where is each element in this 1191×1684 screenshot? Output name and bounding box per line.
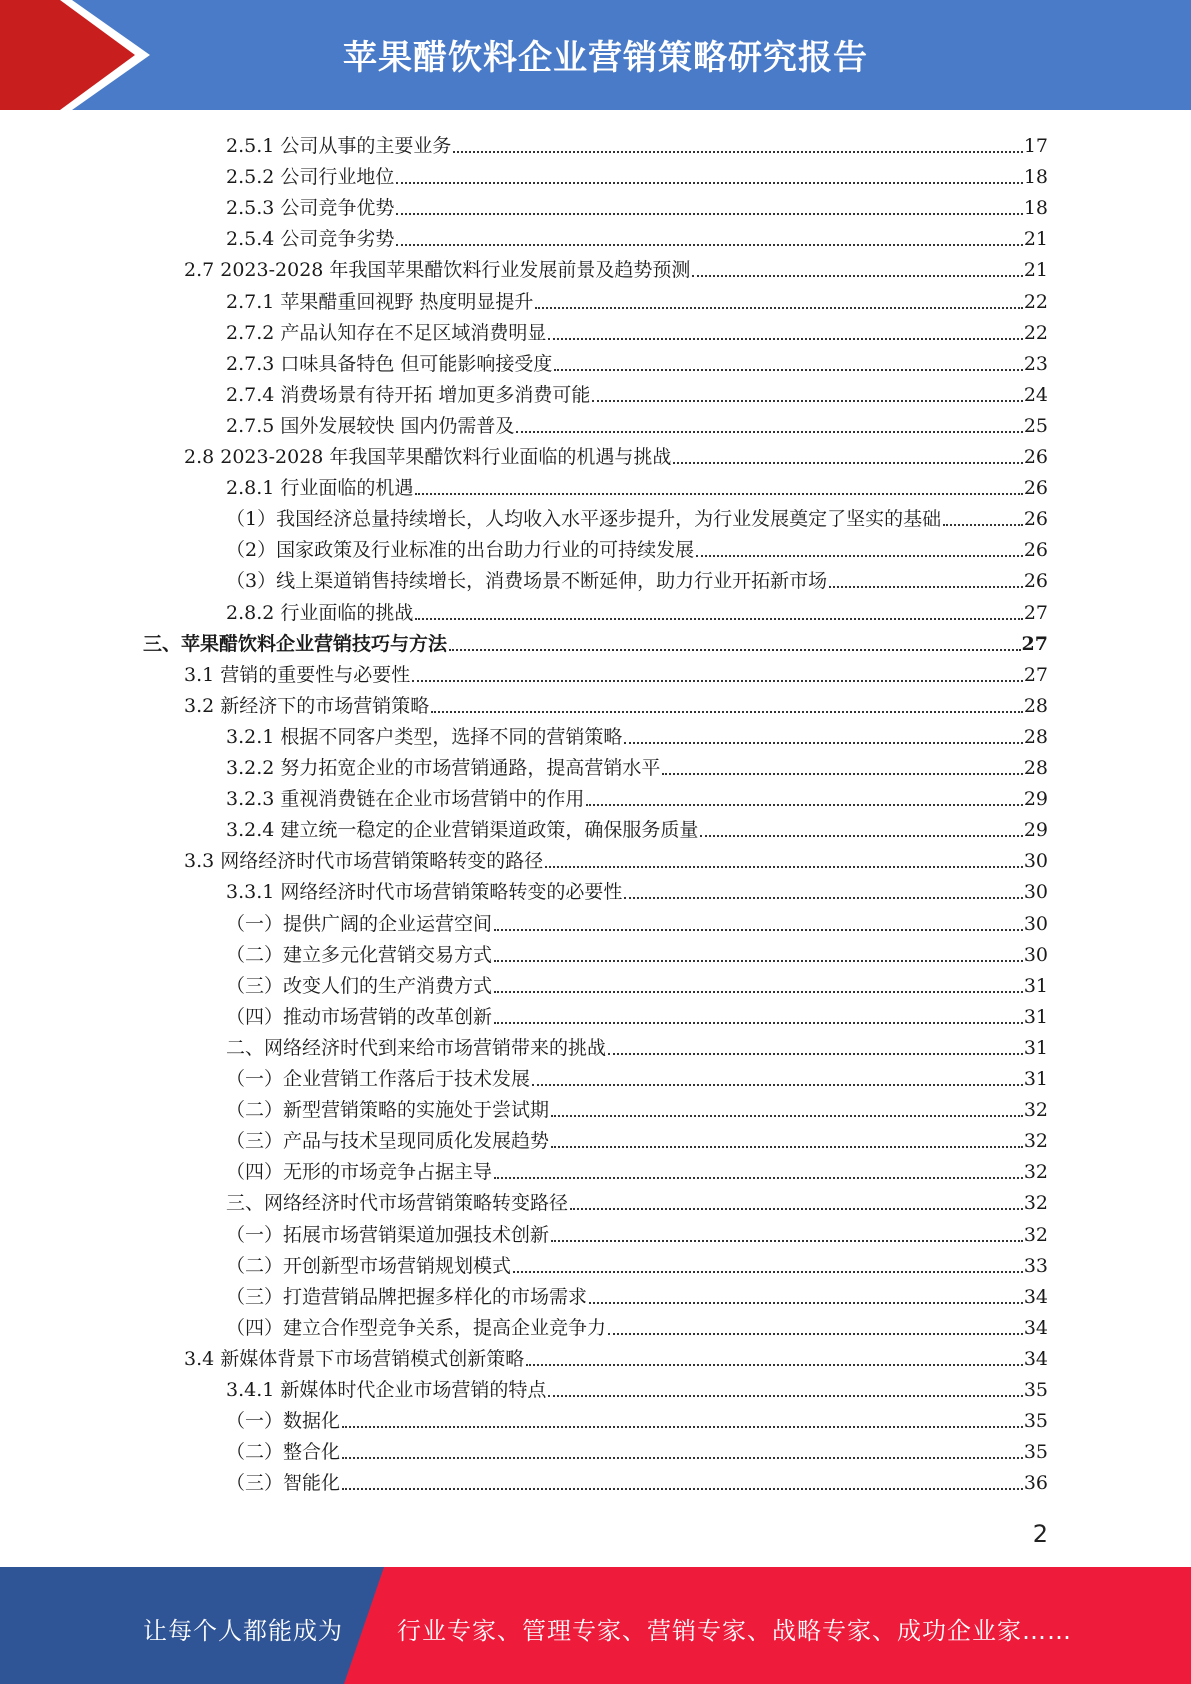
toc-entry-page: 21	[1023, 259, 1048, 281]
toc-entry-page: 32	[1023, 1161, 1048, 1183]
toc-entry-page: 34	[1023, 1317, 1048, 1339]
toc-entry-title: 2.7.4 消费场景有待开拓 增加更多消费可能	[226, 384, 591, 406]
toc-entry-page: 32	[1023, 1099, 1048, 1121]
toc-entry-title: （三）智能化	[226, 1472, 341, 1494]
toc-leader-dots	[829, 585, 1023, 588]
toc-entry-page: 31	[1023, 1037, 1048, 1059]
toc-entry-page: 30	[1023, 944, 1048, 966]
toc-entry-page: 17	[1023, 135, 1048, 157]
report-title: 苹果醋饮料企业营销策略研究报告	[343, 38, 868, 78]
toc-entry-title: 2.8 2023-2028 年我国苹果醋饮料行业面临的机遇与挑战	[184, 446, 672, 468]
toc-leader-dots	[535, 306, 1022, 309]
toc-entry-title: 3.2.3 重视消费链在企业市场营销中的作用	[226, 788, 585, 810]
toc-leader-dots	[943, 523, 1023, 526]
toc-leader-dots	[396, 212, 1022, 215]
toc-entry[interactable]	[226, 1029, 1048, 1060]
toc-entry-page: 28	[1023, 757, 1048, 779]
toc-entry-title: 3.4.1 新媒体时代企业市场营销的特点	[226, 1379, 547, 1401]
report-header	[0, 0, 1191, 110]
toc-entry[interactable]	[184, 251, 1048, 282]
toc-entry-page: 34	[1023, 1348, 1048, 1370]
toc-leader-dots	[494, 1176, 1023, 1179]
toc-entry[interactable]	[226, 998, 1048, 1029]
toc-leader-dots	[342, 1456, 1023, 1459]
toc-entry[interactable]	[184, 656, 1048, 687]
toc-entry-title: 2.7.2 产品认知存在不足区域消费明显	[226, 322, 547, 344]
toc-leader-dots	[624, 741, 1022, 744]
toc-entry[interactable]	[226, 1122, 1048, 1153]
toc-entry-title: 2.8.2 行业面临的挑战	[226, 602, 414, 624]
toc-leader-dots	[673, 461, 1022, 464]
toc-entry-page: 30	[1023, 913, 1048, 935]
toc-entry-title: 2.7.3 口味具备特色 但可能影响接受度	[226, 353, 553, 375]
toc-entry[interactable]	[226, 594, 1048, 625]
toc-entry-title: 2.7 2023-2028 年我国苹果醋饮料行业发展前景及趋势预测	[184, 259, 691, 281]
toc-entry-page: 30	[1023, 881, 1048, 903]
toc-entry-page: 33	[1023, 1255, 1048, 1277]
toc-entry-title: 3.2.1 根据不同客户类型，选择不同的营销策略	[226, 726, 623, 748]
toc-leader-dots	[526, 1363, 1023, 1366]
toc-entry[interactable]	[226, 1464, 1048, 1495]
toc-entry-page: 30	[1023, 850, 1048, 872]
toc-entry-page: 35	[1023, 1441, 1048, 1463]
toc-entry-page: 18	[1023, 166, 1048, 188]
toc-entry[interactable]	[226, 562, 1048, 593]
toc-entry[interactable]	[226, 189, 1048, 220]
toc-entry-title: （二）新型营销策略的实施处于尝试期	[226, 1099, 550, 1121]
toc-entry-page: 36	[1023, 1472, 1048, 1494]
toc-leader-dots	[551, 1239, 1023, 1242]
toc-leader-dots	[431, 710, 1023, 713]
toc-entry-page: 31	[1023, 1006, 1048, 1028]
toc-entry-page: 32	[1023, 1130, 1048, 1152]
toc-leader-dots	[415, 617, 1022, 620]
toc-entry-page: 26	[1023, 570, 1048, 592]
toc-entry[interactable]	[226, 345, 1048, 376]
toc-entry[interactable]	[226, 1433, 1048, 1464]
toc-entry-title: 三、苹果醋饮料企业营销技巧与方法	[143, 633, 448, 655]
toc-entry-page: 27	[1023, 602, 1048, 624]
toc-entry[interactable]	[226, 1402, 1048, 1433]
toc-entry-title: （三）产品与技术呈现同质化发展趋势	[226, 1130, 550, 1152]
toc-entry-title: （二）建立多元化营销交易方式	[226, 944, 493, 966]
toc-entry[interactable]	[226, 1247, 1048, 1278]
toc-entry-page: 18	[1023, 197, 1048, 219]
toc-entry[interactable]	[226, 749, 1048, 780]
toc-entry-title: 2.7.5 国外发展较快 国内仍需普及	[226, 415, 515, 437]
toc-entry-page: 32	[1023, 1224, 1048, 1246]
toc-entry-title: （四）建立合作型竞争关系，提高企业竞争力	[226, 1317, 607, 1339]
toc-leader-dots	[692, 274, 1022, 277]
toc-entry-title: （二）开创新型市场营销规划模式	[226, 1255, 512, 1277]
toc-leader-dots	[570, 1207, 1023, 1210]
toc-entry-title: （二）整合化	[226, 1441, 341, 1463]
toc-entry-title: （三）改变人们的生产消费方式	[226, 975, 493, 997]
toc-leader-dots	[589, 1301, 1023, 1304]
toc-entry[interactable]	[226, 1278, 1048, 1309]
toc-entry[interactable]	[226, 283, 1048, 314]
toc-entry-title: 2.5.2 公司行业地位	[226, 166, 395, 188]
toc-entry[interactable]	[226, 780, 1048, 811]
toc-leader-dots	[415, 492, 1022, 495]
toc-entry[interactable]	[226, 127, 1048, 158]
toc-leader-dots	[624, 896, 1022, 899]
toc-leader-dots	[412, 679, 1023, 682]
toc-entry[interactable]	[226, 469, 1048, 500]
toc-entry-title: 2.5.1 公司从事的主要业务	[226, 135, 452, 157]
toc-entry[interactable]	[226, 500, 1048, 531]
toc-entry-title: 3.4 新媒体背景下市场营销模式创新策略	[184, 1348, 525, 1370]
toc-entry-page: 25	[1023, 415, 1048, 437]
toc-leader-dots	[662, 772, 1022, 775]
toc-leader-dots	[342, 1425, 1023, 1428]
toc-entry-page: 26	[1023, 477, 1048, 499]
toc-entry-page: 28	[1023, 695, 1048, 717]
toc-leader-dots	[548, 337, 1022, 340]
toc-entry-title: 3.1 营销的重要性与必要性	[184, 664, 411, 686]
toc-entry-title: （三）打造营销品牌把握多样化的市场需求	[226, 1286, 588, 1308]
toc-entry[interactable]	[226, 376, 1048, 407]
toc-entry-title: （四）无形的市场竞争占据主导	[226, 1161, 493, 1183]
toc-entry-page: 29	[1023, 819, 1048, 841]
toc-entry-page: 27	[1021, 633, 1048, 655]
toc-entry[interactable]	[184, 438, 1048, 469]
toc-entry[interactable]	[226, 936, 1048, 967]
toc-entry[interactable]	[226, 1371, 1048, 1402]
toc-leader-dots	[494, 928, 1023, 931]
toc-entry-title: （2）国家政策及行业标准的出台助力行业的可持续发展	[226, 539, 695, 561]
toc-entry-page: 32	[1023, 1192, 1048, 1214]
toc-leader-dots	[449, 648, 1021, 651]
toc-entry-title: 2.7.1 苹果醋重回视野 热度明显提升	[226, 291, 534, 313]
toc-leader-dots	[494, 1021, 1023, 1024]
toc-entry-page: 22	[1023, 322, 1048, 344]
toc-entry-page: 22	[1023, 291, 1048, 313]
toc-entry-page: 31	[1023, 975, 1048, 997]
toc-entry[interactable]	[184, 687, 1048, 718]
footer-slogan-left: 让每个人都能成为	[143, 1617, 343, 1645]
toc-entry[interactable]	[226, 1216, 1048, 1247]
toc-entry-title: （3）线上渠道销售持续增长，消费场景不断延伸，助力行业开拓新市场	[226, 570, 828, 592]
toc-leader-dots	[396, 181, 1022, 184]
toc-leader-dots	[608, 1332, 1023, 1335]
toc-leader-dots	[453, 150, 1022, 153]
toc-leader-dots	[494, 959, 1023, 962]
toc-entry[interactable]	[226, 1060, 1048, 1091]
toc-leader-dots	[592, 399, 1022, 402]
toc-entry-title: （四）推动市场营销的改革创新	[226, 1006, 493, 1028]
page-footer	[0, 1567, 1191, 1684]
toc-entry[interactable]	[226, 158, 1048, 189]
toc-entry[interactable]	[226, 1184, 1048, 1215]
toc-leader-dots	[342, 1487, 1023, 1490]
toc-entry-title: （一）提供广阔的企业运营空间	[226, 913, 493, 935]
toc-entry[interactable]	[226, 314, 1048, 345]
toc-leader-dots	[700, 834, 1022, 837]
footer-slogan-right: 行业专家、管理专家、营销专家、战略专家、成功企业家……	[397, 1617, 1072, 1645]
toc-leader-dots	[494, 990, 1023, 993]
toc-entry-page: 28	[1023, 726, 1048, 748]
toc-entry-title: （一）拓展市场营销渠道加强技术创新	[226, 1224, 550, 1246]
toc-entry-page: 21	[1023, 228, 1048, 250]
toc-entry-page: 27	[1023, 664, 1048, 686]
toc-entry-page: 29	[1023, 788, 1048, 810]
toc-entry[interactable]	[226, 967, 1048, 998]
toc-entry-title: 3.2.4 建立统一稳定的企业营销渠道政策，确保服务质量	[226, 819, 699, 841]
toc-entry[interactable]	[226, 1153, 1048, 1184]
toc-entry[interactable]	[226, 718, 1048, 749]
toc-entry-page: 26	[1023, 446, 1048, 468]
toc-leader-dots	[396, 243, 1022, 246]
toc-entry[interactable]	[226, 905, 1048, 936]
toc-entry[interactable]	[226, 1309, 1048, 1340]
toc-entry[interactable]	[226, 220, 1048, 251]
toc-entry[interactable]	[184, 842, 1048, 873]
toc-leader-dots	[532, 1083, 1023, 1086]
toc-entry-title: 3.2.2 努力拓宽企业的市场营销通路，提高营销水平	[226, 757, 661, 779]
toc-leader-dots	[551, 1145, 1023, 1148]
toc-entry-title: 三、网络经济时代市场营销策略转变路径	[226, 1192, 569, 1214]
toc-entry[interactable]	[226, 407, 1048, 438]
toc-entry-title: （一）数据化	[226, 1410, 341, 1432]
toc-entry-page: 34	[1023, 1286, 1048, 1308]
toc-entry-title: 2.5.4 公司竞争劣势	[226, 228, 395, 250]
toc-entry-title: 2.8.1 行业面临的机遇	[226, 477, 414, 499]
toc-leader-dots	[551, 1114, 1023, 1117]
toc-entry-title: 二、网络经济时代到来给市场营销带来的挑战	[226, 1037, 607, 1059]
toc-entry-title: 3.3.1 网络经济时代市场营销策略转变的必要性	[226, 881, 623, 903]
toc-entry[interactable]	[184, 1340, 1048, 1371]
toc-entry-page: 24	[1023, 384, 1048, 406]
toc-leader-dots	[696, 554, 1023, 557]
toc-entry-title: 3.2 新经济下的市场营销策略	[184, 695, 430, 717]
toc-leader-dots	[586, 803, 1022, 806]
toc-entry[interactable]	[226, 531, 1048, 562]
toc-entry-page: 35	[1023, 1410, 1048, 1432]
toc-entry[interactable]	[226, 811, 1048, 842]
toc-entry-title: 3.3 网络经济时代市场营销策略转变的路径	[184, 850, 544, 872]
toc-leader-dots	[513, 1270, 1023, 1273]
toc-entry-page: 31	[1023, 1068, 1048, 1090]
toc-entry-page: 23	[1023, 353, 1048, 375]
toc-entry-page: 35	[1023, 1379, 1048, 1401]
toc-entry-title: 2.5.3 公司竞争优势	[226, 197, 395, 219]
toc-leader-dots	[516, 430, 1022, 433]
toc-entry[interactable]	[226, 873, 1048, 904]
page-number: 2	[1032, 1520, 1048, 1548]
toc-leader-dots	[554, 368, 1022, 371]
toc-leader-dots	[545, 865, 1023, 868]
toc-leader-dots	[548, 1394, 1022, 1397]
toc-entry[interactable]	[226, 1091, 1048, 1122]
toc-entry-page: 26	[1023, 539, 1048, 561]
toc-entry[interactable]	[143, 625, 1048, 656]
toc-entry-title: （一）企业营销工作落后于技术发展	[226, 1068, 531, 1090]
toc-entry-title: （1）我国经济总量持续增长，人均收入水平逐步提升，为行业发展奠定了坚实的基础	[226, 508, 942, 530]
toc-entry-page: 26	[1023, 508, 1048, 530]
toc-leader-dots	[608, 1052, 1023, 1055]
